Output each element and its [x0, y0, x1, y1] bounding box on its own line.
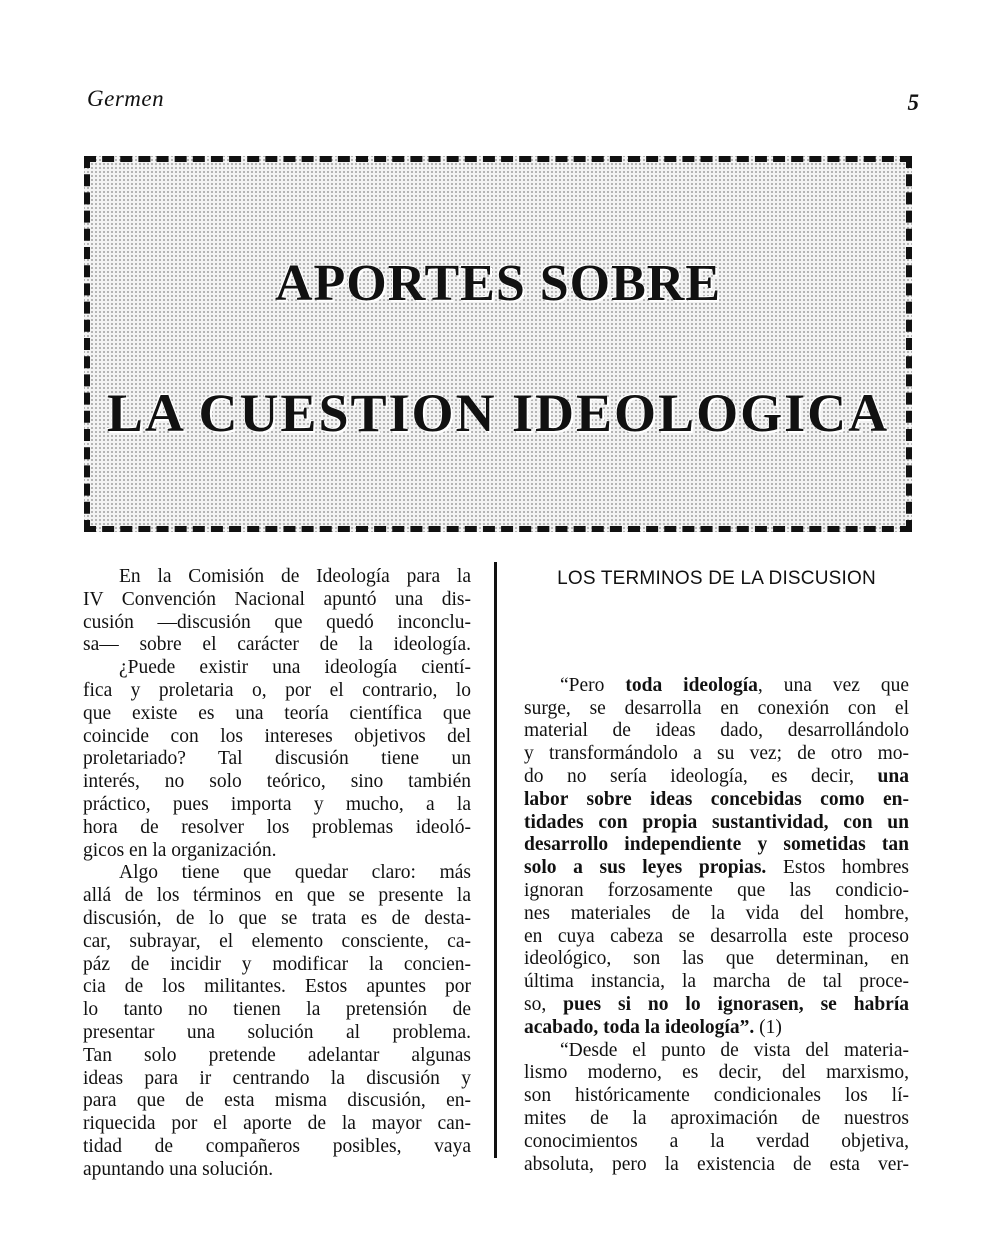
text-line: material de ideas dado, desarrollándolo: [524, 720, 909, 742]
right-column: [524, 566, 909, 1176]
left-column: [83, 566, 471, 1182]
text-line: interés, no solo teórico, sino también: [83, 771, 471, 793]
text-run: do no sería ideología, es decir,: [524, 765, 878, 787]
text-line: car, subrayar, el elemento consciente, ca-: [83, 930, 471, 952]
text-line: mites de la aproximación de nuestros: [524, 1107, 909, 1129]
text-line: IV Convención Nacional apuntó una dis-: [83, 588, 471, 610]
text-line: ¿Puede existir una ideología cientí-: [119, 657, 471, 679]
text-line: tidad de compañeros posibles, vaya: [83, 1135, 471, 1157]
title-line-1: APORTES SOBRE: [274, 255, 722, 312]
text-run: Estos hombres: [766, 857, 909, 879]
title-box: [84, 156, 912, 532]
text-line: páz de incidir y modificar la concien-: [83, 953, 471, 975]
running-head-journal-name: Germen: [87, 86, 165, 111]
text-line: y transformándolo a su vez; de otro mo-: [524, 743, 909, 765]
text-line: que existe es una teoría científica que: [83, 702, 471, 724]
paragraph-2: [83, 657, 471, 862]
bold-text-line: labor sobre ideas concebidas como en-: [524, 788, 909, 810]
text-line: [524, 766, 909, 789]
text-run: “Pero: [560, 674, 626, 696]
text-line: lo tanto no tienen la pretensión de: [83, 999, 471, 1021]
text-line: práctico, pues importa y mucho, a la: [83, 793, 471, 815]
bold-text-run: acabado, toda la ideología”.: [524, 1016, 755, 1038]
text-line: ideológico, son las que determinan, en: [524, 948, 909, 970]
text-line: [524, 1017, 909, 1040]
text-line: riquecida por el aporte de la mayor can-: [83, 1113, 471, 1135]
text-line: “Desde el punto de vista del materia-: [560, 1039, 909, 1061]
text-line: en cuya cabeza se desarrolla este proceso: [524, 925, 909, 947]
text-line: presentar una solución al problema.: [83, 1021, 471, 1043]
text-line: cia de los militantes. Estos apuntes por: [83, 976, 471, 998]
footnote-ref: (1): [754, 1016, 782, 1038]
bold-text-run: pues si no lo ignorasen, se habría: [563, 993, 909, 1015]
quote-2: [524, 1040, 909, 1177]
text-line: ideas para ir centrando la discusión y: [83, 1067, 471, 1089]
title-line-2: LA CUESTION IDEOLOGICA: [106, 383, 890, 443]
paragraph-1: [83, 566, 471, 657]
bold-text-run: toda ideología: [625, 674, 758, 696]
text-line: fica y proletaria o, por el contrario, lo: [83, 679, 471, 701]
section-heading: LOS TERMINOS DE LA DISCUSION: [557, 568, 876, 589]
text-line: gicos en la organización.: [83, 839, 277, 861]
bold-text-run: una: [877, 765, 909, 787]
text-line: coincide con los intereses objetivos del: [83, 725, 471, 747]
text-line: cusión —discusión que quedó inconclu-: [83, 611, 471, 633]
text-line: discusión, de lo que se trata es de desta-: [83, 907, 471, 929]
text-line: hora de resolver los problemas ideoló-: [83, 816, 471, 838]
text-line: proletariado? Tal discusión tiene un: [83, 748, 471, 770]
bold-text-line: tidades con propia sustantividad, con un: [524, 811, 909, 833]
text-line: lismo moderno, es decir, del marxismo,: [524, 1062, 909, 1084]
text-line: Algo tiene que quedar claro: más: [119, 862, 471, 884]
bold-text-line: desarrollo independiente y sometidas tan: [524, 834, 909, 856]
text-line: Tan solo pretende adelantar algunas: [83, 1044, 471, 1066]
text-line: En la Comisión de Ideología para la: [119, 566, 471, 587]
text-run: , una vez que: [757, 674, 910, 696]
text-line: son históricamente condicionales los lí-: [524, 1085, 909, 1107]
column-divider: [494, 562, 497, 1158]
page-number: 5: [907, 90, 919, 115]
text-line: para que de esta misma discusión, en-: [83, 1090, 471, 1112]
text-line: conocimientos a la verdad objetiva,: [524, 1130, 909, 1152]
text-line: ignoran forzosamente que las condicio-: [524, 879, 909, 901]
quote-1: [524, 675, 909, 1040]
text-line: allá de los términos en que se presente la: [83, 885, 471, 907]
text-line: surge, se desarrolla en conexión con el: [524, 697, 909, 719]
bold-text-run: solo a sus leyes propias.: [524, 857, 767, 879]
text-line: última instancia, la marcha de tal proce-: [524, 971, 909, 993]
text-line: sa— sobre el carácter de la ideología.: [83, 634, 471, 656]
text-line: nes materiales de la vida del hombre,: [524, 902, 909, 924]
text-line: [524, 675, 909, 698]
text-line: absoluta, pero la existencia de esta ver-: [524, 1153, 909, 1175]
paragraph-3: [83, 862, 471, 1181]
text-line: [524, 857, 909, 880]
text-line: [524, 994, 909, 1017]
text-line: apuntando una solución.: [83, 1158, 274, 1180]
text-run: so,: [524, 993, 564, 1015]
